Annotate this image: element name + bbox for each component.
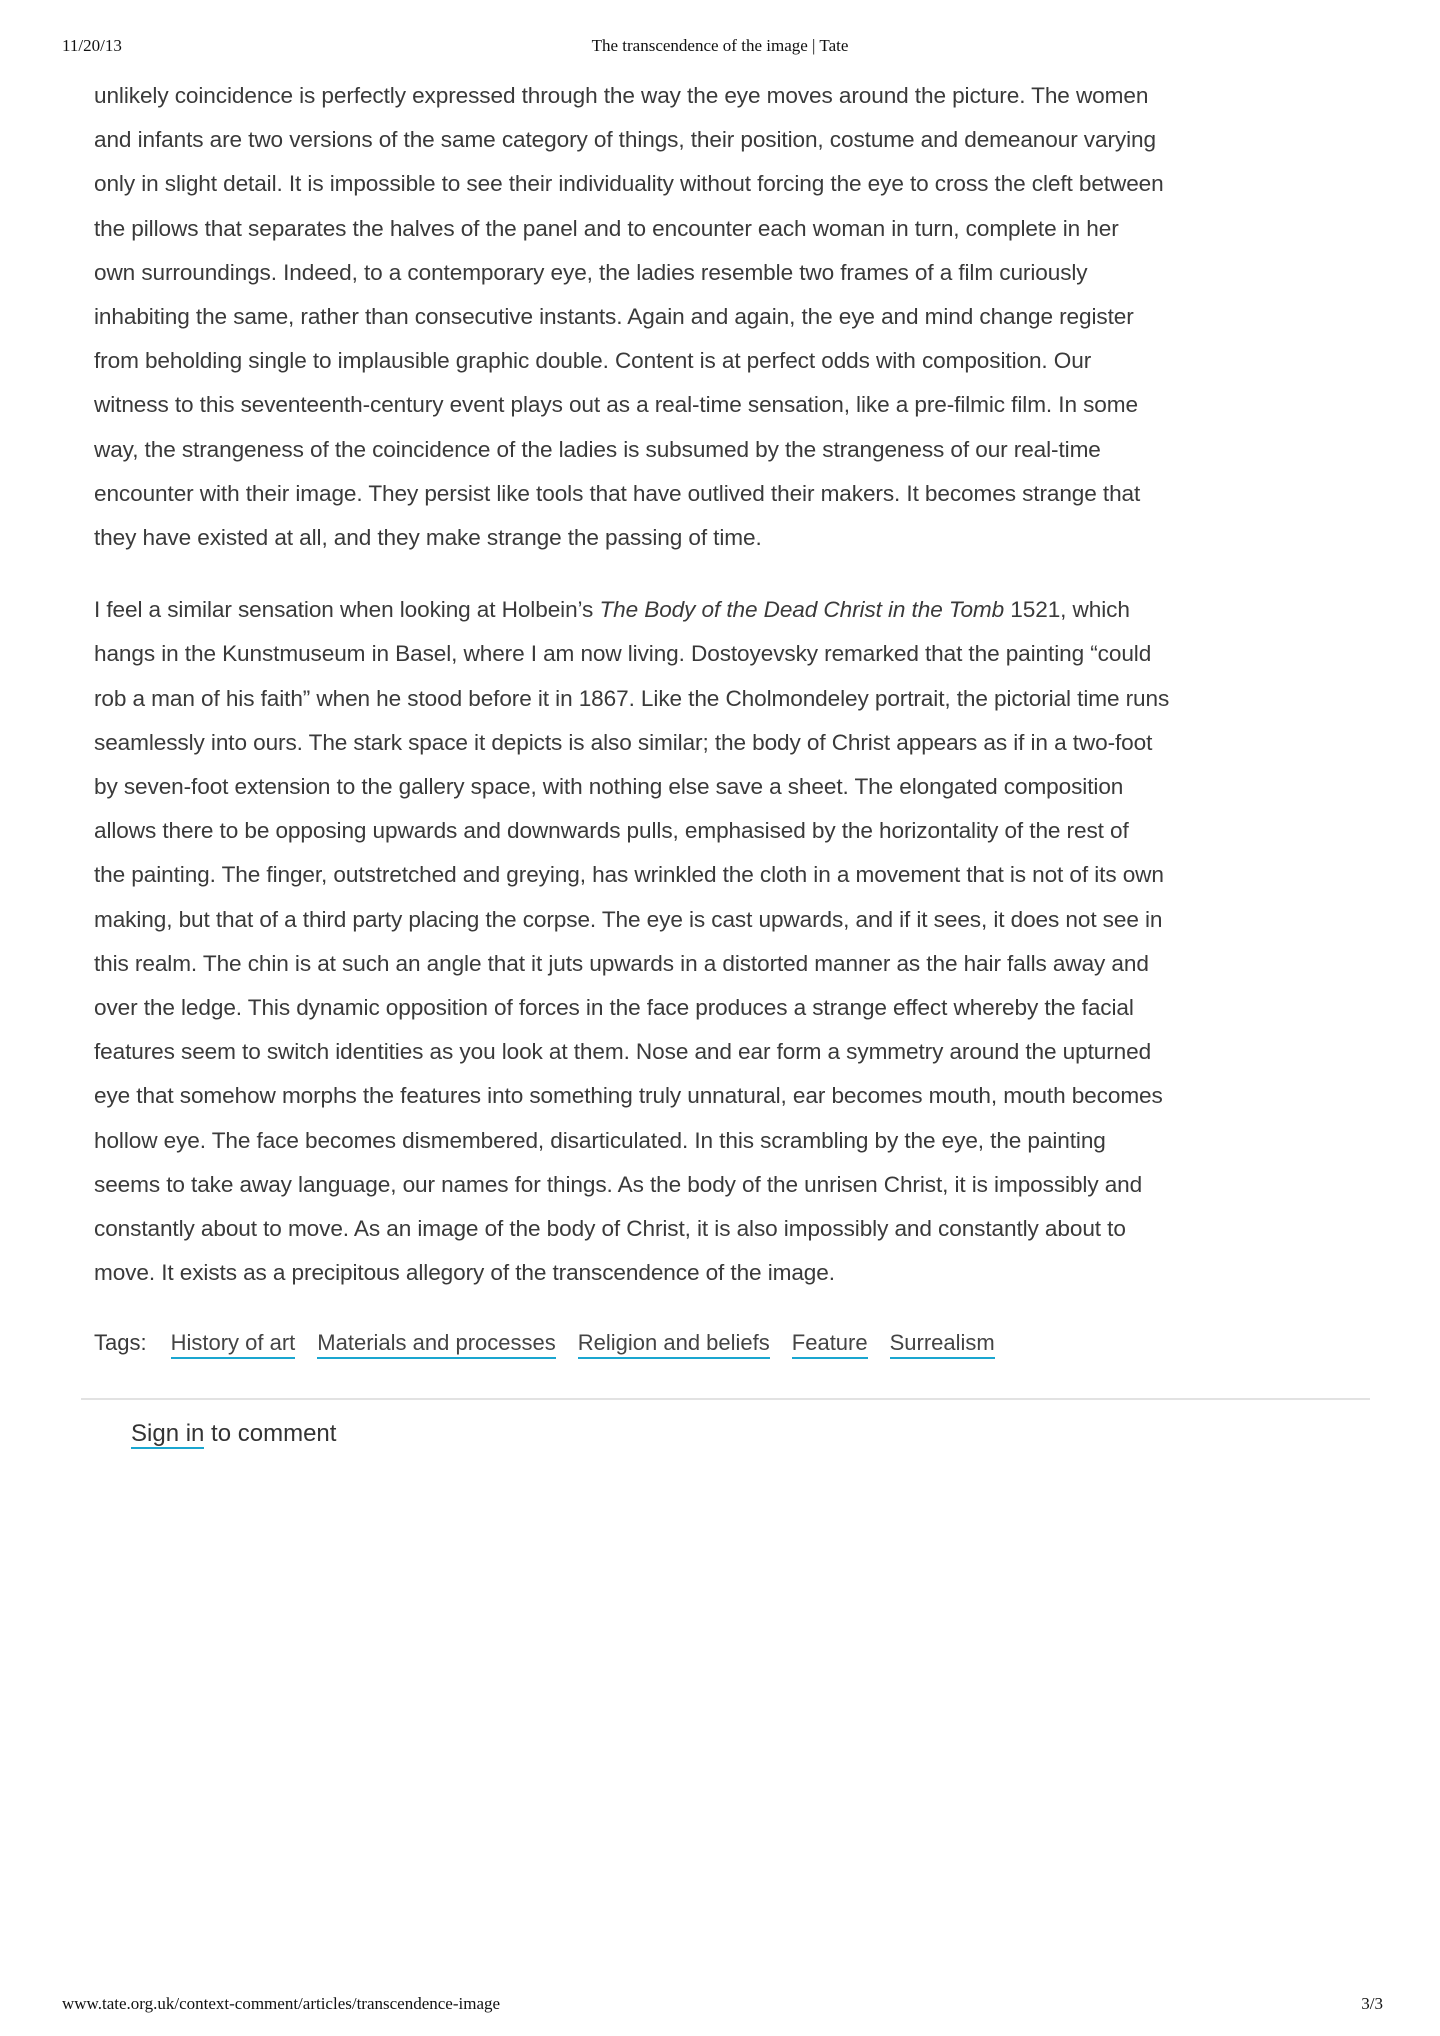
print-date: 11/20/13 — [62, 36, 122, 55]
article-body — [94, 74, 1394, 1323]
paragraph-2 — [94, 588, 1394, 1295]
print-url: www.tate.org.uk/context-comment/articles/transcendence-image — [62, 1994, 501, 2013]
tag-surrealism[interactable]: Surrealism — [890, 1330, 995, 1359]
sign-in-link[interactable]: Sign in — [131, 1420, 205, 1447]
text-line: by seven-foot extension to the gallery space, with nothing else save a sheet. The elongated composition — [94, 774, 1124, 800]
print-title: The transcendence of the image | Tate — [591, 36, 849, 55]
text-line: way, the strangeness of the coincidence of the ladies is subsumed by the strangeness of our real-time — [94, 436, 1101, 462]
text-line: own surroundings. Indeed, to a contemporary eye, the ladies resemble two frames of a film curiously — [94, 259, 1088, 285]
text-segment: I feel a similar sensation when looking at Holbein’s — [94, 597, 600, 623]
text-line: making, but that of a third party placing the corpse. The eye is cast upwards, and if it sees, it does not see in — [94, 906, 1163, 932]
paragraph-1 — [94, 74, 1394, 560]
text-line: seems to take away language, our names for things. As the body of the unrisen Christ, it is impossibly and — [94, 1171, 1143, 1197]
text-line: seamlessly into ours. The stark space it depicts is also similar; the body of Christ appears as if in a two-foot — [94, 729, 1153, 755]
text-line: features seem to switch identities as you look at them. Nose and ear form a symmetry around the upturned — [94, 1039, 1152, 1065]
comment-text: to comment — [204, 1420, 337, 1447]
text-line: and infants are two versions of the same category of things, their position, costume and demeanour varying — [94, 127, 1156, 153]
artwork-title: The Body of the Dead Christ in the Tomb — [599, 597, 1005, 623]
tag-materials-and-processes[interactable]: Materials and processes — [317, 1330, 555, 1359]
tag-history-of-art[interactable]: History of art — [171, 1330, 296, 1359]
text-line: this realm. The chin is at such an angle that it juts upwards in a distorted manner as the hair falls away and — [94, 950, 1149, 976]
text-line: over the ledge. This dynamic opposition of forces in the face produces a strange effect whereby the facial — [94, 995, 1134, 1021]
text-line: encounter with their image. They persist like tools that have outlived their makers. It becomes strange that — [94, 480, 1141, 506]
text-line: from beholding single to implausible graphic double. Content is at perfect odds with composition. Our — [94, 348, 1092, 374]
text-line: allows there to be opposing upwards and downwards pulls, emphasised by the horizontality of the rest of — [94, 818, 1129, 844]
text-line: hangs in the Kunstmuseum in Basel, where I am now living. Dostoyevsky remarked that the painting “could — [94, 641, 1152, 667]
comment-prompt — [131, 1420, 336, 1448]
text-line — [94, 588, 1394, 632]
text-line: the pillows that separates the halves of the panel and to encounter each woman in turn, complete in her — [94, 215, 1119, 241]
text-line: witness to this seventeenth-century event plays out as a real-time sensation, like a pre-filmic film. In some — [94, 392, 1138, 418]
text-line: rob a man of his faith” when he stood before it in 1867. Like the Cholmondeley portrait, the pictorial time runs — [94, 685, 1170, 711]
print-page-number: 3/3 — [1361, 1994, 1383, 2013]
text-segment: 1521, which — [1004, 597, 1130, 623]
divider — [81, 1398, 1370, 1400]
text-line: hollow eye. The face becomes dismembered, disarticulated. In this scrambling by the eye, the painting — [94, 1127, 1106, 1153]
text-line: constantly about to move. As an image of the body of Christ, it is also impossibly and constantly about to — [94, 1216, 1126, 1242]
text-line: move. It exists as a precipitous allegory of the transcendence of the image. — [94, 1260, 835, 1286]
text-line: they have existed at all, and they make strange the passing of time. — [94, 525, 762, 551]
text-line: the painting. The finger, outstretched and greying, has wrinkled the cloth in a movement that is not of its own — [94, 862, 1164, 888]
tags-list — [94, 1330, 995, 1359]
tag-feature[interactable]: Feature — [792, 1330, 868, 1359]
tag-religion-and-beliefs[interactable]: Religion and beliefs — [578, 1330, 770, 1359]
text-line: unlikely coincidence is perfectly expressed through the way the eye moves around the picture. The women — [94, 83, 1149, 108]
text-line: only in slight detail. It is impossible to see their individuality without forcing the eye to cross the cleft between — [94, 171, 1164, 197]
tags-label: Tags: — [94, 1330, 147, 1355]
text-line: inhabiting the same, rather than consecutive instants. Again and again, the eye and mind change register — [94, 304, 1134, 330]
text-line: eye that somehow morphs the features into something truly unnatural, ear becomes mouth, mouth becomes — [94, 1083, 1163, 1109]
